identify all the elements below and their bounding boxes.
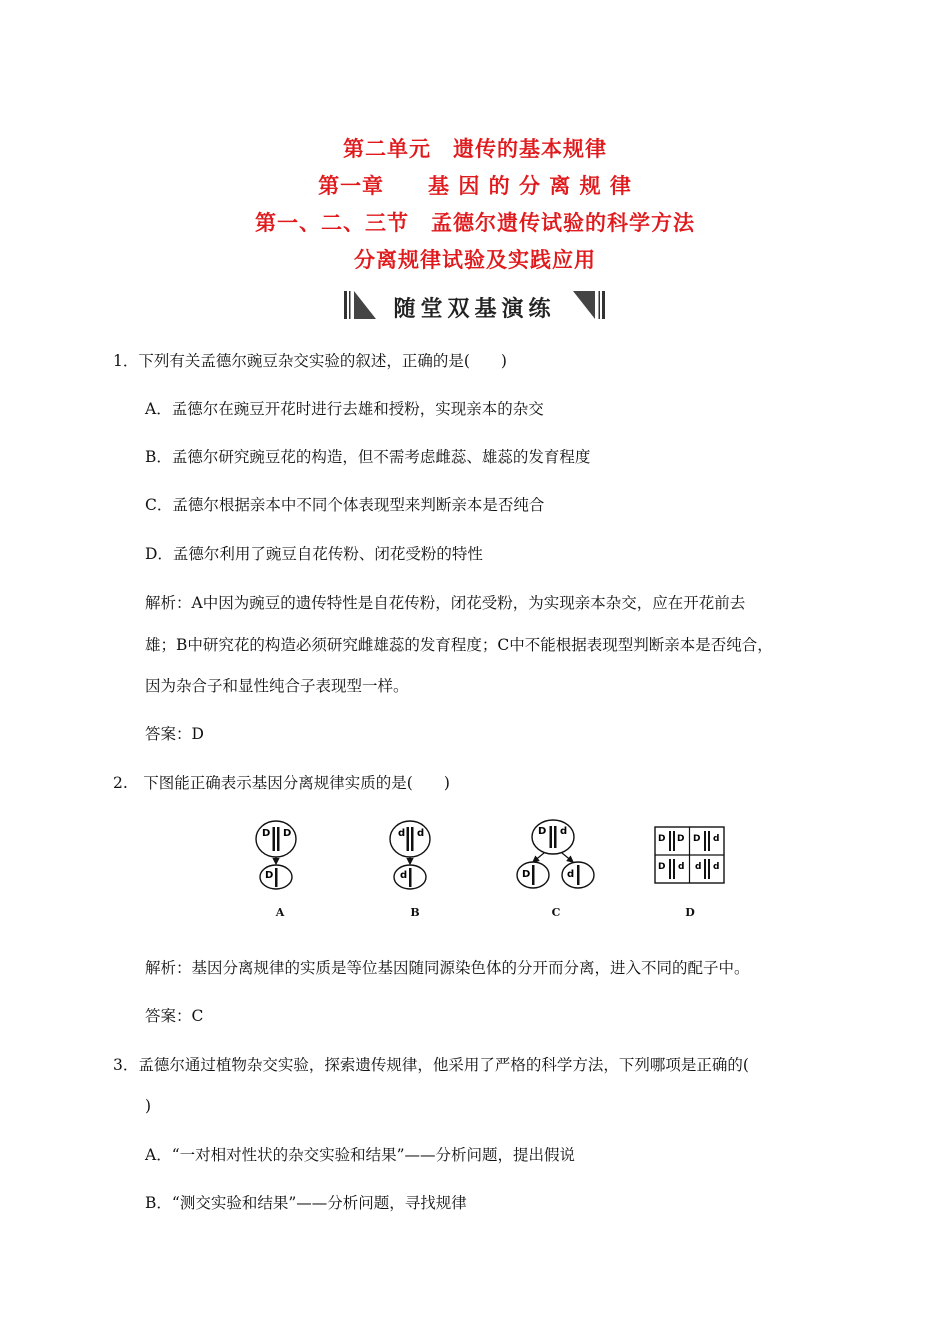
allele-label: D [265, 870, 274, 881]
q1-option-d: D．孟德尔利用了豌豆自花传粉、闭花受粉的特性 [145, 545, 483, 563]
allele-label: D [693, 834, 701, 844]
allele-label: D [522, 869, 531, 880]
q1-analysis-line1: 解析：A中因为豌豆的遗传特性是自花传粉，闭花受粉，为实现亲本杂交，应在开花前去 [145, 594, 746, 612]
q1-answer: 答案：D [145, 725, 204, 743]
allele-label: d [417, 828, 425, 839]
allele-label: D [538, 826, 547, 837]
q3-stem-line1: 3．孟德尔通过植物杂交实验，探索遗传规律，他采用了严格的科学方法，下列哪项是正确的( [113, 1056, 749, 1074]
allele-label: d [400, 870, 408, 881]
section-subtitle: 分离规律试验及实践应用 [354, 248, 596, 272]
unit-title: 第二单元 遗传的基本规律 [343, 137, 607, 161]
figure-label-d: D [685, 906, 695, 919]
q1-option-a: A．孟德尔在豌豆开花时进行去雄和授粉，实现亲本的杂交 [145, 400, 544, 418]
figure-label-a: A [275, 906, 285, 919]
allele-label: d [713, 834, 720, 844]
q2-stem: 2. 下图能正确表示基因分离规律实质的是( ) [113, 774, 450, 792]
allele-label: D [677, 834, 685, 844]
allele-label: d [713, 862, 720, 872]
banner-text: 随堂双基演练 [393, 297, 556, 322]
allele-label: d [560, 826, 568, 837]
allele-label: d [678, 862, 685, 872]
section-title: 第一、二、三节 孟德尔遗传试验的科学方法 [255, 211, 695, 235]
q1-option-c: C．孟德尔根据亲本中不同个体表现型来判断亲本是否纯合 [145, 496, 545, 514]
allele-label: d [567, 869, 575, 880]
q3-option-b: B．“测交实验和结果”——分析问题，寻找规律 [145, 1194, 467, 1212]
figure-d-diagram [655, 827, 724, 883]
figure-a-diagram [256, 821, 296, 889]
allele-label: D [283, 828, 292, 839]
q2-answer: 答案：C [145, 1007, 204, 1025]
allele-label: d [695, 862, 702, 872]
allele-label: D [658, 834, 666, 844]
q1-option-b: B．孟德尔研究豌豆花的构造，但不需考虑雌蕊、雄蕊的发育程度 [145, 448, 591, 466]
allele-label: D [262, 828, 271, 839]
gene-separation-figure [0, 815, 950, 915]
figure-b-diagram [390, 821, 430, 889]
q3-option-a: A．“一对相对性状的杂交实验和结果”——分析问题，提出假说 [145, 1146, 576, 1164]
q2-analysis: 解析：基因分离规律的实质是等位基因随同源染色体的分开而分离，进入不同的配子中。 [145, 959, 750, 977]
practice-banner [342, 287, 607, 323]
q1-analysis-line2: 雄；B中研究花的构造必须研究雌雄蕊的发育程度；C中不能根据表现型判断亲本是否纯合， [145, 636, 773, 654]
q1-analysis-line3: 因为杂合子和显性纯合子表现型一样。 [145, 677, 409, 695]
allele-label: d [398, 828, 406, 839]
figure-label-c: C [551, 906, 561, 919]
allele-label: D [658, 862, 666, 872]
figure-label-b: B [410, 906, 420, 919]
q3-stem-line2: ) [145, 1097, 152, 1115]
chapter-title: 第一章 基 因 的 分 离 规 律 [318, 174, 632, 198]
q1-stem: 1．下列有关孟德尔豌豆杂交实验的叙述，正确的是( ) [113, 352, 507, 370]
figure-c-diagram [517, 820, 594, 888]
